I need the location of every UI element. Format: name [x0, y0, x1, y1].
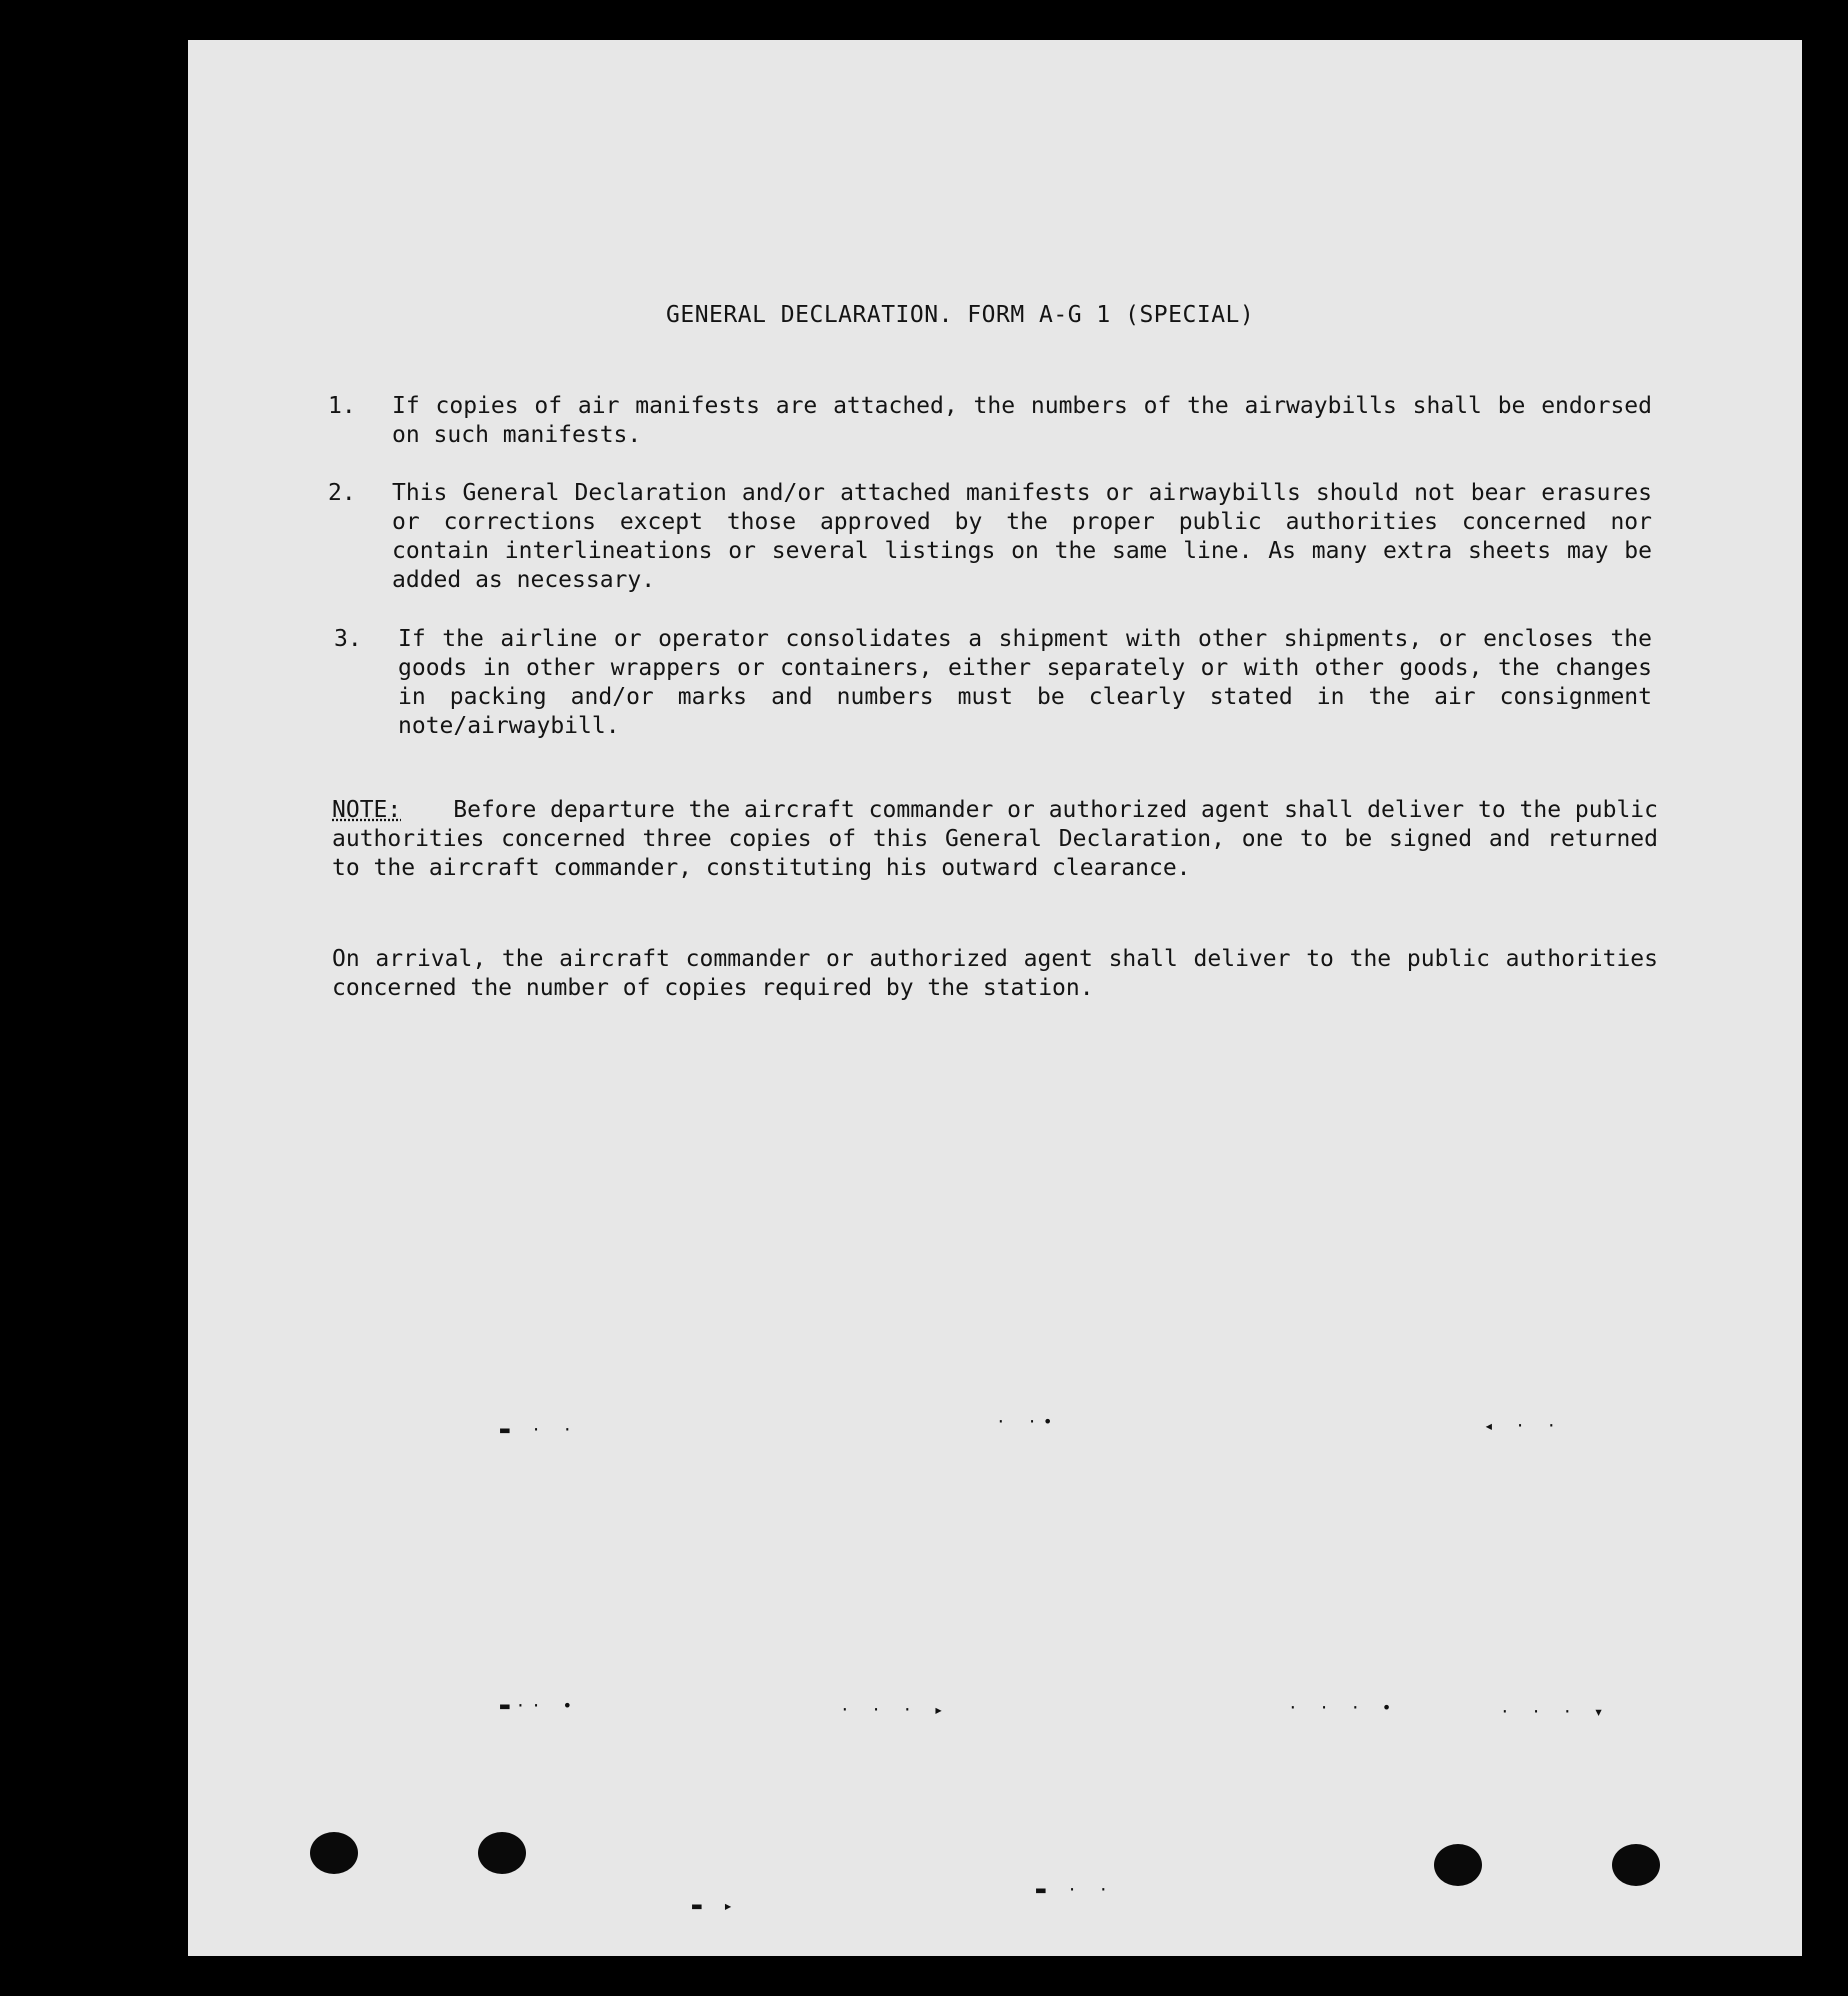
scan-speck: ▬ ▸ — [692, 1896, 739, 1915]
list-item-3 — [334, 625, 1652, 741]
list-item-number: 1. — [328, 393, 356, 419]
punch-hole — [478, 1832, 526, 1874]
punch-hole — [1612, 1844, 1660, 1886]
document-page — [188, 40, 1802, 1956]
list-item-1 — [328, 392, 1652, 450]
scan-speck: ▬·· • — [500, 1696, 579, 1715]
list-item-text: If the airline or operator consolidates a shipment with other shipments, or encloses the goods in other wrappers or containers, either separately or with other goods, the changes in packing and/or marks and numbers must be clearly stated in the air consignment note/airwaybill. — [398, 626, 1652, 739]
note-text: Before departure the aircraft commander or authorized agent shall deliver to the public authorities concerned three copies of this General Declaration, one to be signed and returned to the aircraft commander, constituting his outward clearance. — [332, 797, 1658, 881]
punch-hole — [1434, 1844, 1482, 1886]
list-item-text: If copies of air manifests are attached, the numbers of the airwaybills shall be endorsed on such manifests. — [392, 393, 1652, 448]
scan-speck: · ·• — [996, 1412, 1059, 1431]
note-label: NOTE: — [332, 797, 402, 823]
scan-speck: · · · ▾ — [1500, 1702, 1610, 1721]
punch-hole — [310, 1832, 358, 1874]
document-title: GENERAL DECLARATION. FORM A-G 1 (SPECIAL) — [666, 302, 1255, 328]
scan-speck: · · · ▸ — [840, 1700, 950, 1719]
list-item-number: 2. — [328, 480, 356, 506]
list-item-2 — [328, 479, 1652, 595]
scan-speck: ▬ · · — [1036, 1880, 1115, 1899]
scan-speck: ▬ · · — [500, 1420, 579, 1439]
list-item-number: 3. — [334, 626, 362, 652]
scan-speck: ◂ · · — [1484, 1416, 1563, 1435]
list-item-text: This General Declaration and/or attached manifests or airwaybills should not bear erasures or corrections except those approved by the proper public authorities concerned nor contain interlineations or several listings on the same line. As many extra sheets may be added as necessary. — [392, 480, 1652, 593]
note-paragraph — [332, 796, 1658, 883]
scan-speck: · · · • — [1288, 1698, 1398, 1717]
arrival-paragraph: On arrival, the aircraft commander or authorized agent shall deliver to the public authorities concerned the number of copies required by the station. — [332, 946, 1658, 1001]
